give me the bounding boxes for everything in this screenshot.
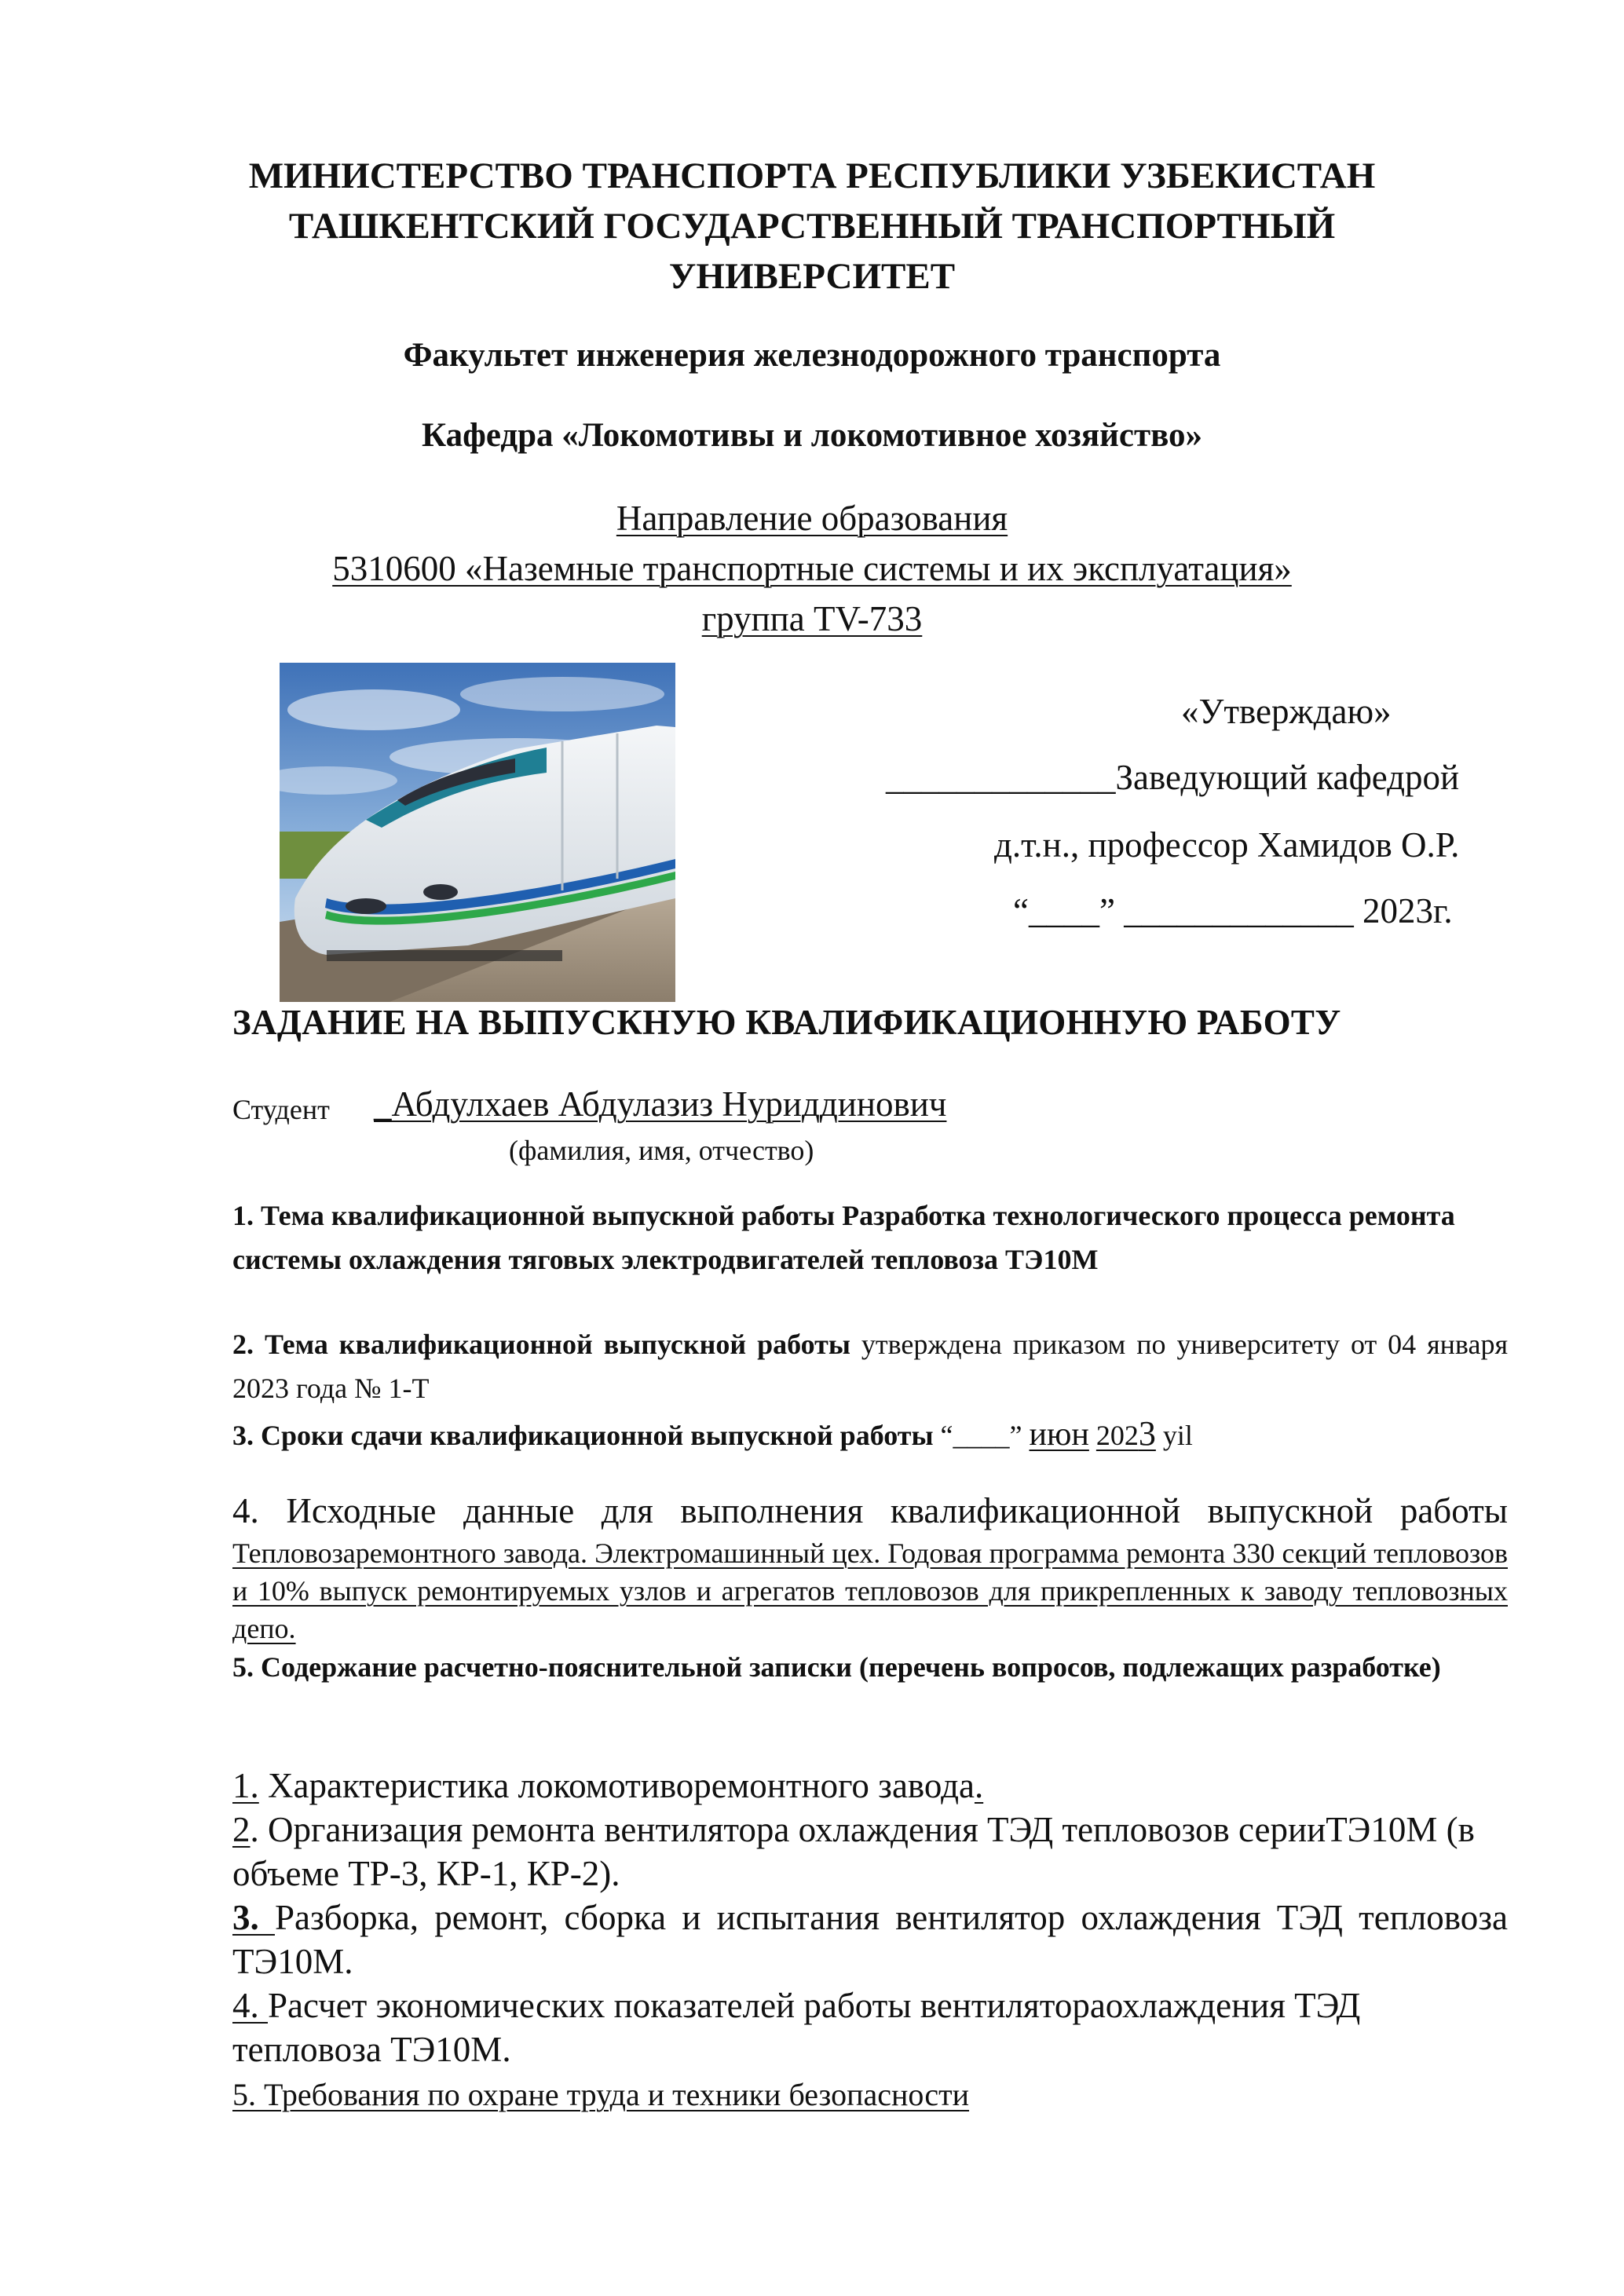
- ministry-line-1: МИНИСТЕРСТВО ТРАНСПОРТА РЕСПУБЛИКИ УЗБЕКИСТАН: [248, 155, 1376, 196]
- group-label: группа TV-733: [701, 599, 923, 638]
- contents-item-1-num: 1.: [232, 1766, 259, 1805]
- contents-item-3-text: Разборка, ремонт, сборка и испытания вентилятор охлаждения ТЭД тепловоза ТЭ10М.: [232, 1898, 1509, 1981]
- item-4-heading: 4. Исходные данные для выполнения квалификационной выпускной работы: [232, 1491, 1508, 1530]
- contents-item-5-text: 5. Требования по охране труда и техники безопасности: [232, 2077, 970, 2112]
- item-2-text: утверждена приказом по университету от 04 января 2023 года № 1-Т: [232, 1329, 1508, 1404]
- item-4-body-text: Тепловозаремонтного завода. Электромашинный цех. Годовая программа ремонта 330 секций тепловозов и 10% выпуск ремонтируемых узлов и агрегатов тепловозов для прикрепленных к заводу тепловозных депо.: [232, 1537, 1508, 1644]
- contents-item-4-text: Расчет экономических показателей работы вентиляторaохлаждения ТЭД тепловоза ТЭ10М.: [232, 1986, 1361, 2069]
- student-name: Абдулхаев Абдулазиз Нуриддинович: [391, 1084, 947, 1124]
- item-3-year-a: 202: [1095, 1420, 1139, 1451]
- faculty-title: Факультет инженерия железнодорожного транспорта: [403, 337, 1221, 374]
- ministry-line-3: УНИВЕРСИТЕТ: [668, 256, 956, 297]
- train-photo: [280, 663, 675, 1002]
- item-5-contents-heading: 5. Содержание расчетно-пояснительной записки (перечень вопросов, подлежащих разработке): [232, 1651, 1441, 1683]
- item-3-year-b: 3: [1138, 1414, 1156, 1453]
- item-3-month: июн: [1029, 1417, 1089, 1453]
- item-3-bold: 3. Сроки сдачи квалификационной выпускной работы: [232, 1420, 934, 1451]
- student-name-field: [374, 1084, 946, 1124]
- contents-item-4-num: 4.: [232, 1986, 268, 2025]
- direction-name: 5310600 «Наземные транспортные системы и их эксплуатация»: [332, 549, 1292, 588]
- item-3-deadline: [232, 1412, 1508, 1457]
- item-2-bold: 2. Тема квалификационной выпускной работы: [232, 1329, 850, 1360]
- contents-item-2: [232, 1808, 1508, 1896]
- approval-title: «Утверждаю»: [1181, 692, 1392, 731]
- contents-item-3: [232, 1896, 1508, 1983]
- item-3-quote: “____”: [940, 1420, 1022, 1451]
- contents-item-3-num: 3.: [232, 1898, 275, 1937]
- item-1-topic: 1. Тема квалификационной выпускной работы Разработка технологического процесса ремонта системы охлаждения тяговых электродвигателей тепловоза ТЭ10М: [232, 1200, 1455, 1275]
- contents-item-1-end: .: [974, 1766, 984, 1805]
- approval-professor: д.т.н., профессор Хамидов О.Р.: [994, 825, 1460, 865]
- contents-item-4: [232, 1983, 1508, 2071]
- education-direction: [0, 493, 1624, 644]
- contents-item-1-text: Характеристика локомотиворемонтного завода: [268, 1766, 975, 1805]
- approval-head-of-department: _____________Заведующий кафедрой: [886, 758, 1460, 797]
- student-label: Студент: [232, 1094, 330, 1125]
- contents-item-1: [232, 1764, 1508, 1808]
- department-title: Кафедра «Локомотивы и локомотивное хозяйство»: [422, 417, 1202, 454]
- item-3-suffix: yil: [1162, 1420, 1193, 1451]
- student-name-prefix: _: [374, 1084, 392, 1124]
- item-4-body: [232, 1534, 1508, 1647]
- student-name-note: (фамилия, имя, отчество): [509, 1135, 814, 1166]
- approval-date: “____” _____________ 2023г.: [1013, 891, 1453, 930]
- task-title: ЗАДАНИЕ НА ВЫПУСКНУЮ КВАЛИФИКАЦИОННУЮ РАБОТУ: [232, 1003, 1341, 1042]
- contents-item-2-text: . Организация ремонта вентилятора охлаждения ТЭД тепловозов серииТЭ10М (в объеме ТР-3, КР-1, КР-2).: [232, 1810, 1475, 1893]
- contents-item-5: [232, 2073, 1508, 2117]
- ministry-line-2: ТАШКЕНТСКИЙ ГОСУДАРСТВЕННЫЙ ТРАНСПОРТНЫЙ: [288, 206, 1336, 247]
- contents-item-2-num: 2: [232, 1810, 251, 1849]
- ministry-header: [0, 151, 1624, 302]
- item-2-approval: [232, 1322, 1508, 1410]
- direction-label: Направление образования: [616, 499, 1008, 538]
